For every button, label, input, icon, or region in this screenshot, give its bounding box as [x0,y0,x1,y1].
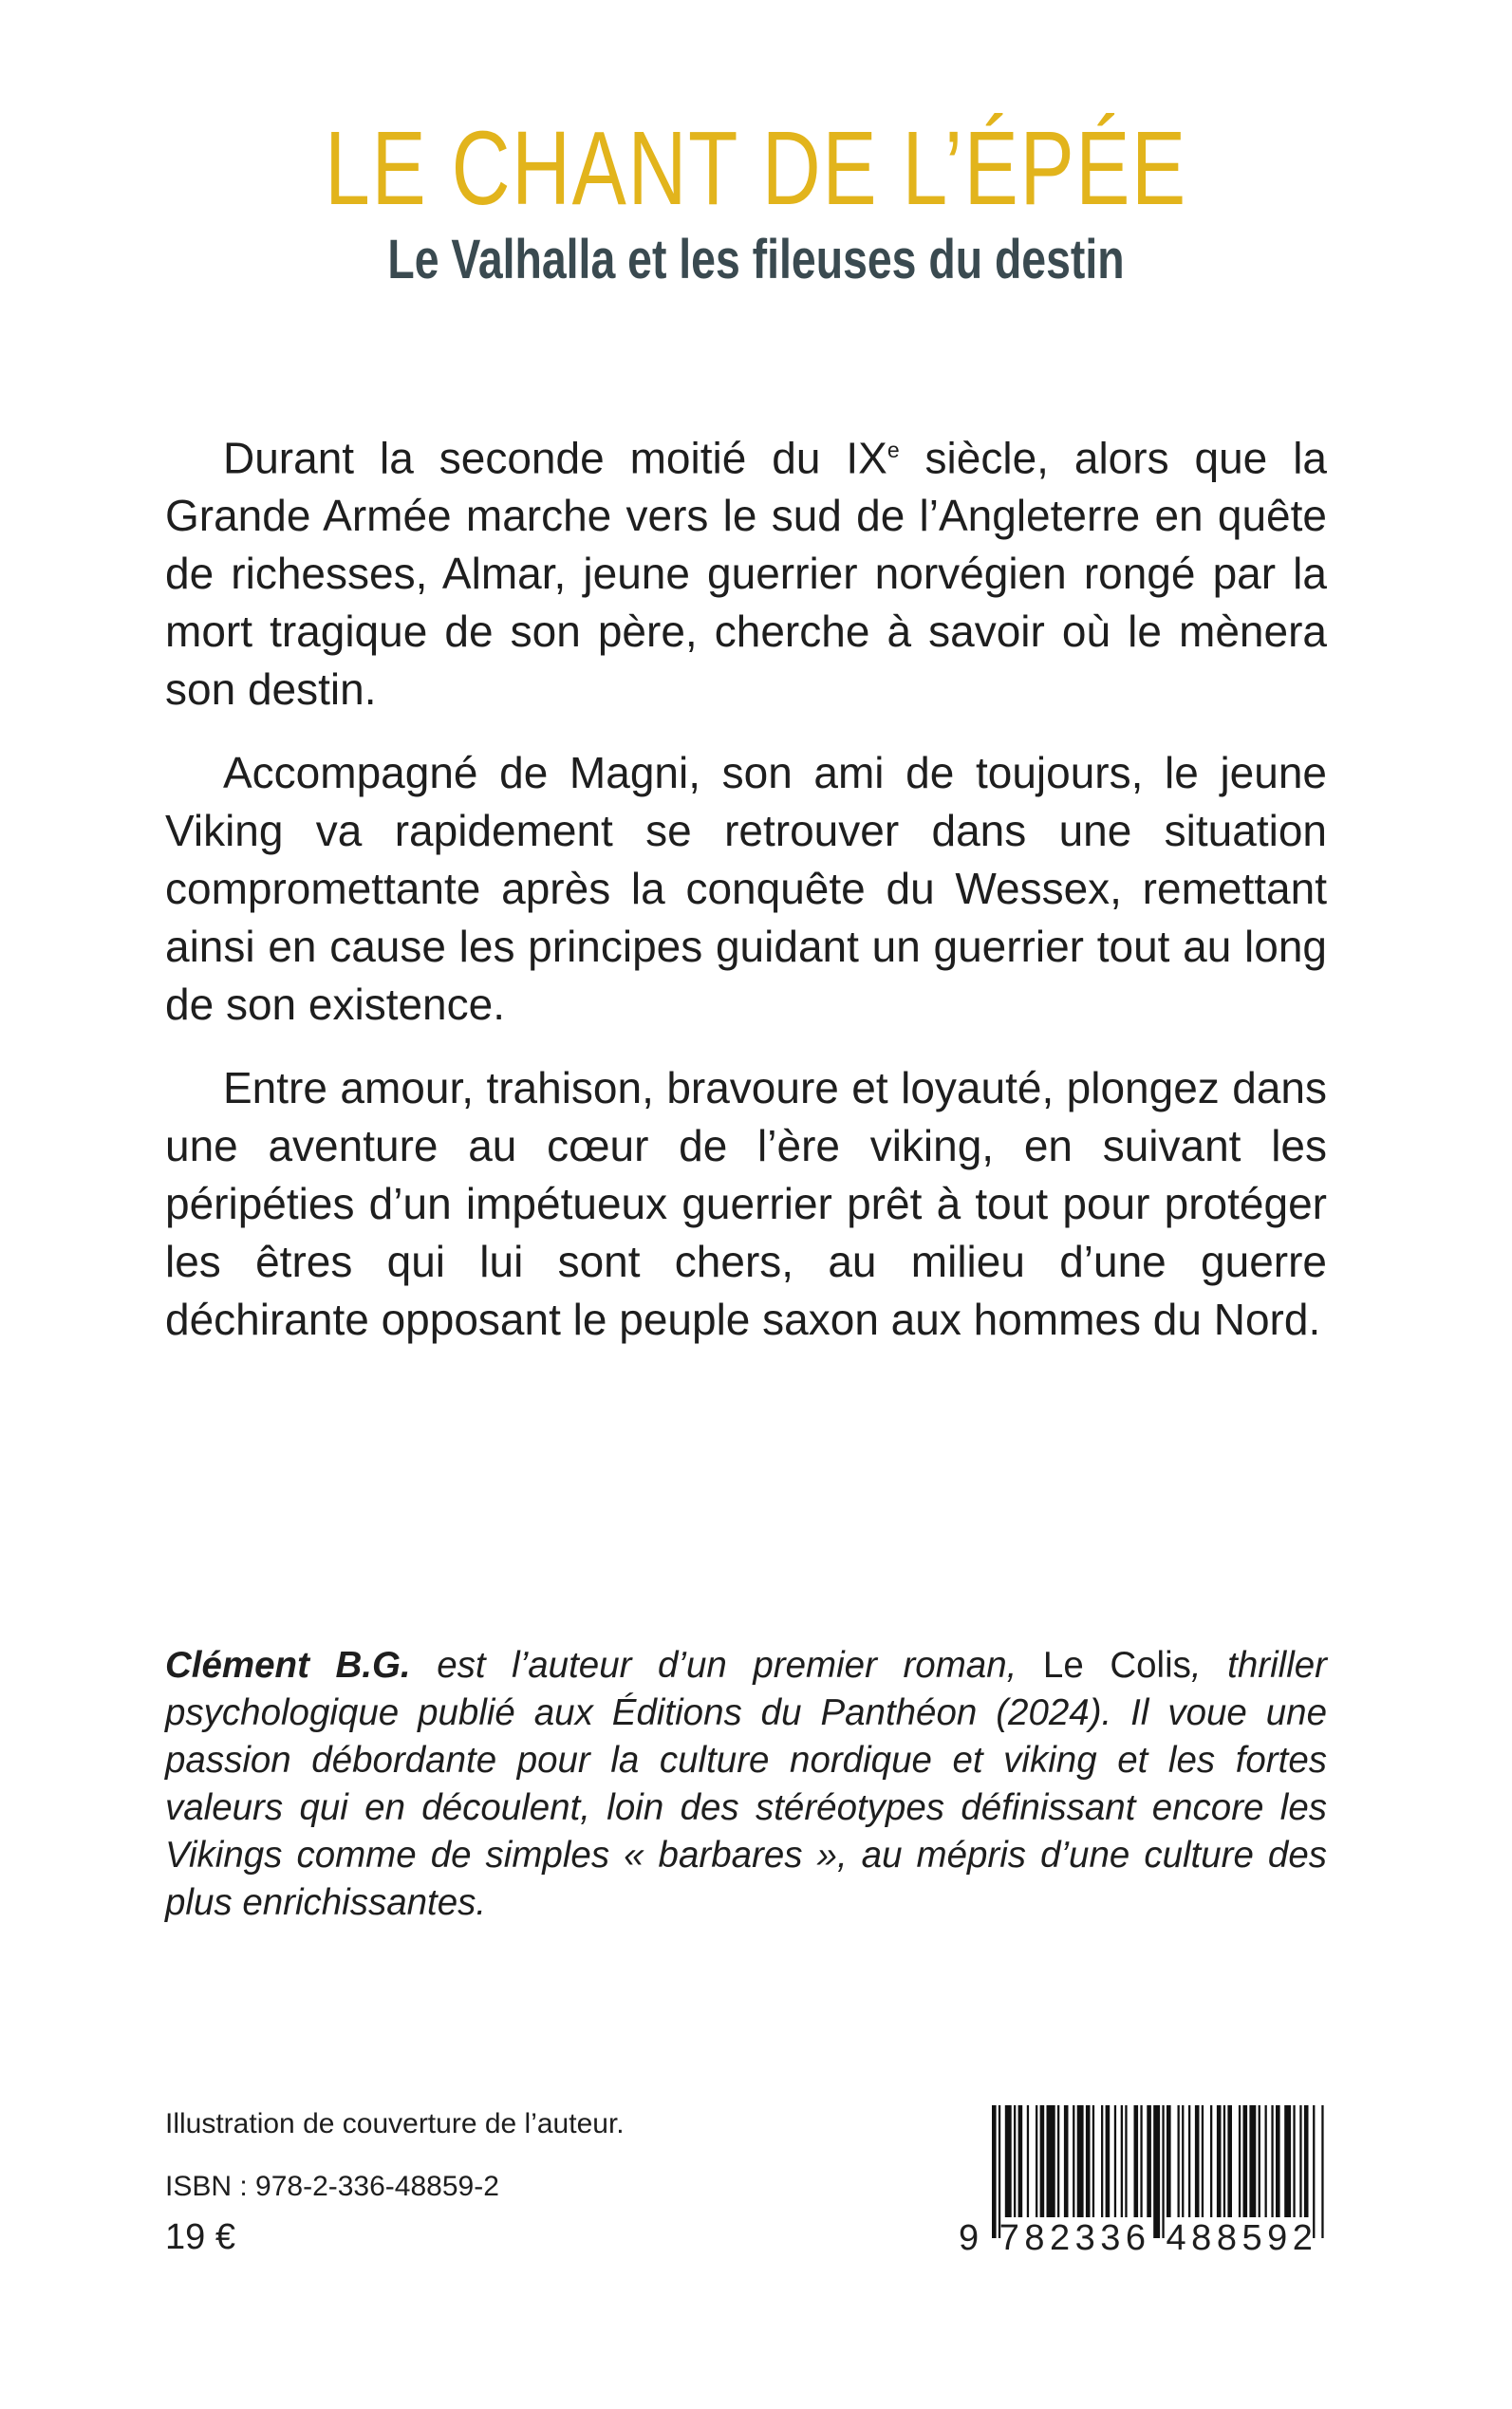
barcode-bar [1239,2105,1241,2217]
barcode-bar [1147,2105,1151,2217]
barcode-bar [1057,2105,1059,2217]
barcode-bar [1304,2105,1309,2217]
barcode-bar [1114,2105,1116,2217]
barcode-bar [1271,2105,1273,2217]
barcode-bar [1276,2105,1280,2217]
barcode-bar [1101,2105,1103,2217]
barcode-bar [1202,2105,1204,2217]
book-subtitle: Le Valhalla et les fileuses du destin [387,229,1125,290]
barcode-bar [1086,2105,1091,2217]
barcode-bar [1014,2105,1016,2217]
barcode-bar [1293,2105,1295,2217]
barcode-bar [1121,2105,1123,2217]
isbn: ISBN : 978-2-336-48859-2 [165,2171,499,2202]
barcode-bar [1106,2105,1111,2217]
previous-book-title: Le Colis [1042,1645,1191,1686]
barcode-bar [1092,2105,1094,2217]
back-cover-blurb [165,421,1327,1374]
barcode-bar [1047,2105,1055,2217]
barcode-bar [1040,2105,1045,2217]
barcode-bar [1223,2105,1225,2217]
barcode-bar [1249,2105,1256,2217]
barcode-bar [1077,2105,1084,2217]
book-title: LE CHANT DE L’ÉPÉE [325,110,1187,227]
blurb-paragraph-1: Durant la seconde moitié du IXe siècle, alors que la Grande Armée marche vers le sud de l’Angleterre en quête de richesses, Almar, jeune guerrier norvégien rongé par la mort tragique de son père, cherche à savoir où le mènera son destin. [165,433,1327,715]
barcode-bar [1140,2105,1142,2217]
barcode-bar [1210,2105,1212,2217]
blurb-paragraph-3: Entre amour, trahison, bravoure et loyauté, plongez dans une aventure au cœur de l’ère viking, en suivant les péripéties d’un impétueux guerrier prêt à tout pour protéger les êtres qui lui sont chers, au milieu d’une guerre déchirante opposant le peuple saxon aux hommes du Nord. [165,1063,1327,1345]
barcode-bar [1217,2105,1222,2217]
barcode-bar [1027,2105,1029,2217]
blurb-paragraph-2: Accompagné de Magni, son ami de toujours, le jeune Viking va rapidement se retrouver dans une situation compromettante après la conquête du Wessex, remettant ainsi en cause les principes guidant un guerrier tout au long de son existence. [165,748,1327,1030]
author-bio: Clément B.G. est l’auteur d’un premier roman, Le Colis, thriller psychologique publié aux Éditions du Panthéon (2024). Il voue une passion débordante pour la culture nordique et viking et les fortes valeurs qui en découlent, loin des stéréotypes définissant encore les Vikings comme de simples « barbares », au mépris d’une culture des plus enrichissantes. [165,1645,1327,1923]
price: 19 € [165,2217,235,2257]
barcode-bar [1125,2105,1127,2217]
barcode-bar [1018,2105,1023,2217]
barcode-bar [1243,2105,1248,2217]
barcode-bar [1005,2105,1012,2217]
barcode-bar [1259,2105,1260,2217]
author-name: Clément B.G. [165,1645,411,1686]
barcode-bar [1182,2105,1184,2217]
barcode-bar [1195,2105,1200,2217]
barcode-bar [1064,2105,1069,2217]
illustration-credit: Illustration de couverture de l’auteur. [165,2108,625,2139]
barcode-bar [1299,2105,1301,2217]
barcode-bar [1227,2105,1232,2217]
barcode-bar [1265,2105,1267,2217]
barcode-bar [1073,2105,1074,2217]
barcode-bar [1134,2105,1139,2217]
barcode-bar [1188,2105,1190,2217]
barcode-bar [1036,2105,1037,2217]
barcode-digits: 9 782336 488592 [959,2218,1318,2258]
barcode-bar [1284,2105,1291,2217]
barcode-bar [1167,2105,1171,2217]
barcode-bar [1178,2105,1180,2217]
